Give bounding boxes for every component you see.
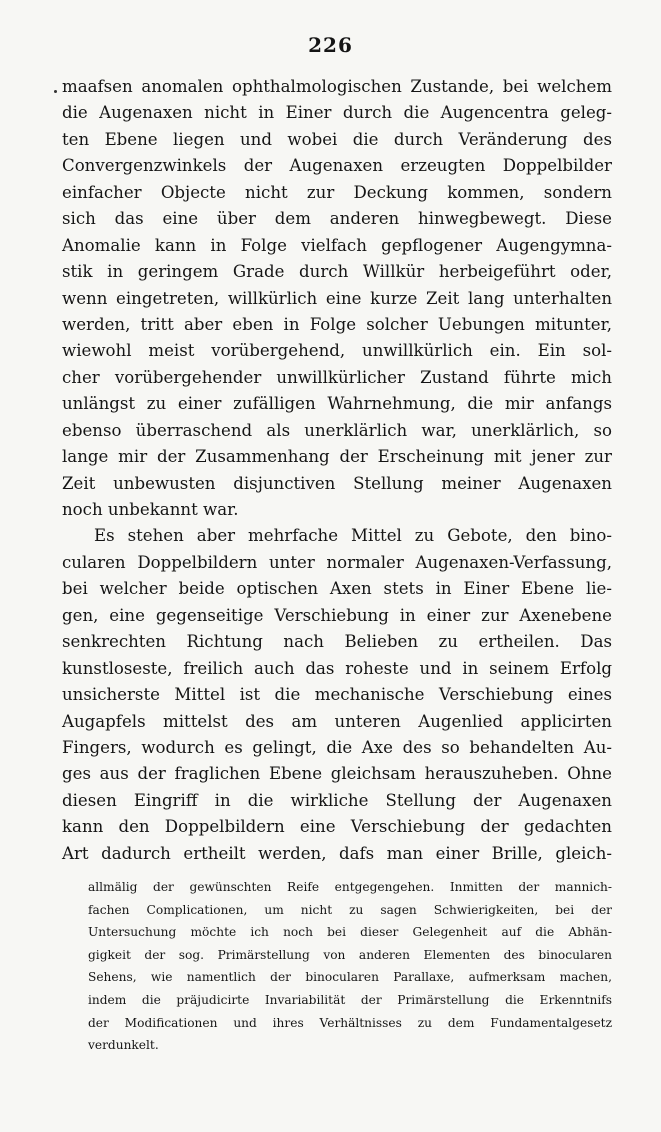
text-line: Zeit unbewusten disjunctiven Stellung meiner Augenaxen — [62, 473, 612, 493]
text-line: cularen Doppelbildern unter normaler Augenaxen-Verfassung, — [62, 552, 612, 572]
text-line: Art dadurch ertheilt werden, dafs man einer Brille, gleich- — [62, 843, 612, 863]
text-line: Fingers, wodurch es gelingt, die Axe des so behandelten Au- — [62, 737, 612, 757]
paragraph-end-line: noch unbekannt war. — [62, 500, 239, 519]
text-line: maafsen anomalen ophthalmologischen Zustande, bei welchem — [62, 77, 612, 96]
footnote-line: Sehens, wie namentlich der binocularen Parallaxe, aufmerksam machen, — [88, 970, 612, 985]
text-line: ges aus der fraglichen Ebene gleichsam herauszuheben. Ohne — [62, 764, 612, 784]
footnote-line: indem die präjudicirte Invariabilität der Primärstellung die Erkenntnifs — [88, 992, 612, 1007]
text-line: diesen Eingriff in die wirkliche Stellung der Augenaxen — [62, 790, 612, 810]
text-line: bei welcher beide optischen Axen stets in Einer Ebene lie- — [62, 579, 612, 599]
footnote-line: fachen Complicationen, um nicht zu sagen Schwierigkeiten, bei der — [88, 902, 612, 917]
text-line: Anomalie kann in Folge vielfach gepflogener Augengymna- — [62, 235, 612, 255]
footnote — [88, 876, 612, 1057]
text-line: cher vorübergehender unwillkürlicher Zustand führte mich — [62, 367, 612, 387]
footnote-line: der Modificationen und ihres Verhältnisses zu dem Fundamentalgesetz — [88, 1015, 612, 1030]
text-line: die Augenaxen nicht in Einer durch die Augencentra geleg- — [62, 103, 612, 123]
footnote-line: gigkeit der sog. Primärstellung von anderen Elementen des binocularen — [88, 947, 612, 962]
text-line: senkrechten Richtung nach Belieben zu ertheilen. Das — [62, 632, 612, 652]
text-line: unlängst zu einer zufälligen Wahrnehmung, die mir anfangs — [62, 394, 612, 414]
footnote-line: Untersuchung möchte ich noch bei dieser Gelegenheit auf die Abhän- — [88, 925, 612, 940]
main-text — [62, 74, 612, 867]
text-line: Augapfels mittelst des am unteren Augenlied applicirten — [62, 711, 612, 731]
footnote-line: allmälig der gewünschten Reife entgegengehen. Inmitten der mannich- — [88, 880, 612, 894]
text-line: werden, tritt aber eben in Folge solcher Uebungen mitunter, — [62, 314, 612, 334]
text-line: lange mir der Zusammenhang der Erscheinung mit jener zur — [62, 447, 612, 467]
text-line: gen, eine gegenseitige Verschiebung in einer zur Axenebene — [62, 605, 612, 625]
page-number: 226 — [308, 33, 353, 57]
text-line: stik in geringem Grade durch Willkür herbeigeführt oder, — [62, 262, 612, 282]
text-line: sich das eine über dem anderen hinwegbewegt. Diese — [62, 209, 612, 229]
text-line: Convergenzwinkels der Augenaxen erzeugten Doppelbilder — [62, 156, 612, 176]
text-line: einfacher Objecte nicht zur Deckung kommen, sondern — [62, 182, 612, 202]
text-line: unsicherste Mittel ist die mechanische Verschiebung eines — [62, 685, 612, 705]
text-line: kunstloseste, freilich auch das roheste und in seinem Erfolg — [62, 658, 612, 678]
text-line: ten Ebene liegen und wobei die durch Veränderung des — [62, 129, 612, 149]
footnote-end-line: verdunkelt. — [88, 1038, 159, 1053]
text-line: kann den Doppelbildern eine Verschiebung der gedachten — [62, 817, 612, 837]
text-line: wiewohl meist vorübergehend, unwillkürlich ein. Ein sol- — [62, 341, 612, 361]
text-line: ebenso überraschend als unerklärlich war, unerklärlich, so — [62, 420, 612, 440]
margin-mark — [54, 90, 57, 93]
text-line: wenn eingetreten, willkürlich eine kurze Zeit lang unterhalten — [62, 288, 612, 308]
paragraph-start-line: Es stehen aber mehrfache Mittel zu Gebote, den bino- — [94, 526, 612, 546]
